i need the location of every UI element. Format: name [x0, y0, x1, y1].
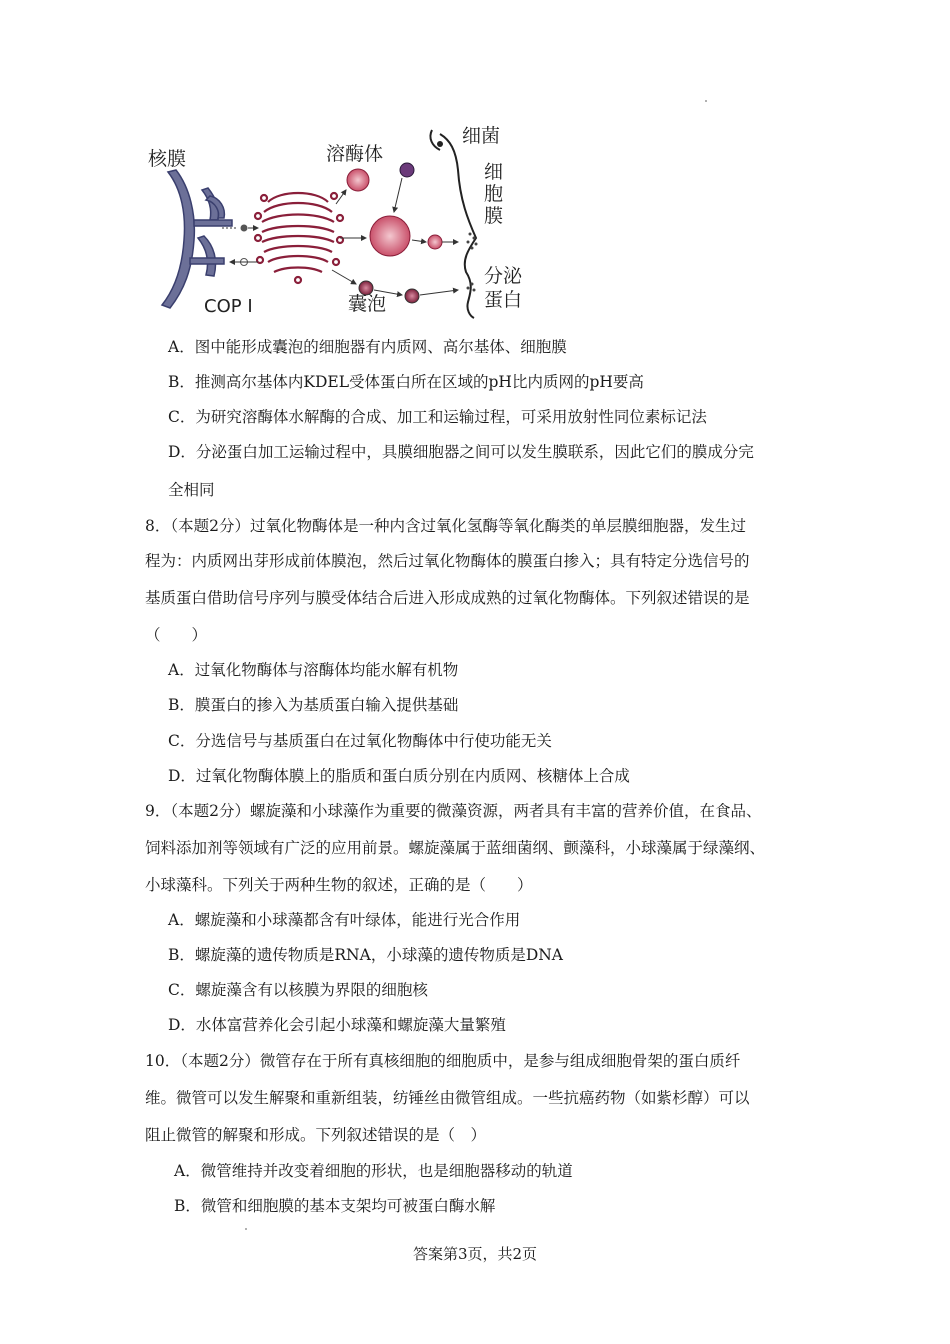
- q9-stem-line-3: 小球藻科。下列关于两种生物的叙述，正确的是（ ）: [145, 876, 533, 894]
- label-secretory-protein-1: 分泌: [484, 265, 523, 287]
- er-vesicle-dot: [241, 225, 248, 232]
- q10-option-a: A．微管维持并改变着细胞的形状，也是细胞器移动的轨道: [174, 1162, 573, 1180]
- label-lysosome: 溶酶体: [326, 143, 384, 165]
- q8-option-d: D．过氧化物酶体膜上的脂质和蛋白质分别在内质网、核糖体上合成: [168, 767, 630, 785]
- q7-option-c: C．为研究溶酶体水解酶的合成、加工和运输过程，可采用放射性同位素标记法: [168, 408, 707, 426]
- arrow-vesicle-to-secretion: [420, 290, 458, 295]
- nuclear-membrane-er-shape: [162, 170, 232, 308]
- label-copi: COP I: [204, 296, 253, 317]
- label-secretory-protein-2: 蛋白: [484, 289, 523, 311]
- q7-option-d-continued: 全相同: [168, 481, 215, 499]
- label-cell-membrane-2: 胞: [484, 183, 504, 205]
- exocytosis-dots: [467, 233, 478, 292]
- q8-stem-line-3: 基质蛋白借助信号序列与膜受体结合后进入形成成熟的过氧化物酶体。下列叙述错误的是: [145, 589, 750, 607]
- q10-stem-line-3: 阻止微管的解聚和形成。下列叙述错误的是（ ）: [145, 1126, 487, 1144]
- vesicle-dot-b: [405, 289, 419, 303]
- q8-option-b: B．膜蛋白的掺入为基质蛋白输入提供基础: [168, 696, 459, 714]
- speck-mark: [245, 1228, 247, 1230]
- q9-stem-line-2: 饲料添加剂等领域有广泛的应用前景。螺旋藻属于蓝细菌纲、颤藻科，小球藻属于绿藻纲、: [145, 839, 766, 857]
- label-bacteria: 细菌: [462, 125, 501, 147]
- q10-option-b: B．微管和细胞膜的基本支架均可被蛋白酶水解: [174, 1197, 496, 1215]
- label-vesicle: 囊泡: [348, 293, 387, 315]
- lysosome-small: [347, 169, 369, 191]
- q9-option-a: A．螺旋藻和小球藻都含有叶绿体，能进行光合作用: [168, 911, 521, 929]
- q8-stem-line-2: 程为：内质网出芽形成前体膜泡，然后过氧化物酶体的膜蛋白掺入；具有特定分选信号的: [145, 552, 750, 570]
- arrow-lysosome-to-vesicle: [412, 240, 426, 242]
- label-cell-membrane-1: 细: [484, 161, 504, 183]
- arrow-golgi-to-vesicle: [332, 270, 356, 284]
- bacteria-outline: [430, 130, 440, 150]
- q9-stem-line-1: 9．（本题2分）螺旋藻和小球藻作为重要的微藻资源，两者具有丰富的营养价值，在食品、: [145, 802, 762, 820]
- q7-option-b: B．推测高尔基体内KDEL受体蛋白所在区域的pH比内质网的pH要高: [168, 373, 644, 391]
- arrow-bacteria-to-lysosome: [394, 178, 402, 212]
- lysosome-large: [370, 216, 410, 256]
- label-cell-membrane-3: 膜: [484, 205, 504, 227]
- q8-stem-line-1: 8．（本题2分）过氧化物酶体是一种内含过氧化氢酶等氧化酶类的单层膜细胞器，发生过: [145, 517, 746, 535]
- golgi-apparatus-shape: [255, 193, 343, 283]
- q7-option-d: D．分泌蛋白加工运输过程中，具膜细胞器之间可以发生膜联系，因此它们的膜成分完: [168, 443, 754, 461]
- speck-mark: [705, 100, 707, 102]
- label-nuclear-membrane: 核膜: [148, 148, 187, 170]
- q8-option-a: A．过氧化物酶体与溶酶体均能水解有机物: [168, 661, 459, 679]
- secretory-pathway-diagram: [140, 120, 540, 320]
- q7-option-a: A．图中能形成囊泡的细胞器有内质网、高尔基体、细胞膜: [168, 338, 567, 356]
- q8-answer-blank: （ ）: [145, 626, 208, 644]
- secretory-vesicle-a: [428, 235, 442, 249]
- q9-option-c: C．螺旋藻含有以核膜为界限的细胞核: [168, 981, 428, 999]
- q10-stem-line-1: 10．（本题2分）微管存在于所有真核细胞的细胞质中，是参与组成细胞骨架的蛋白质纤: [145, 1052, 741, 1070]
- q9-option-b: B．螺旋藻的遗传物质是RNA，小球藻的遗传物质是DNA: [168, 946, 564, 964]
- bacteria-dot: [437, 141, 443, 147]
- bacteria-vesicle: [400, 163, 414, 177]
- page-footer: 答案第3页，共2页: [412, 1245, 538, 1263]
- q10-stem-line-2: 维。微管可以发生解聚和重新组装，纺锤丝由微管组成。一些抗癌药物（如紫杉醇）可以: [145, 1089, 750, 1107]
- q8-option-c: C．分选信号与基质蛋白在过氧化物酶体中行使功能无关: [168, 732, 552, 750]
- q9-option-d: D．水体富营养化会引起小球藻和螺旋藻大量繁殖: [168, 1016, 506, 1034]
